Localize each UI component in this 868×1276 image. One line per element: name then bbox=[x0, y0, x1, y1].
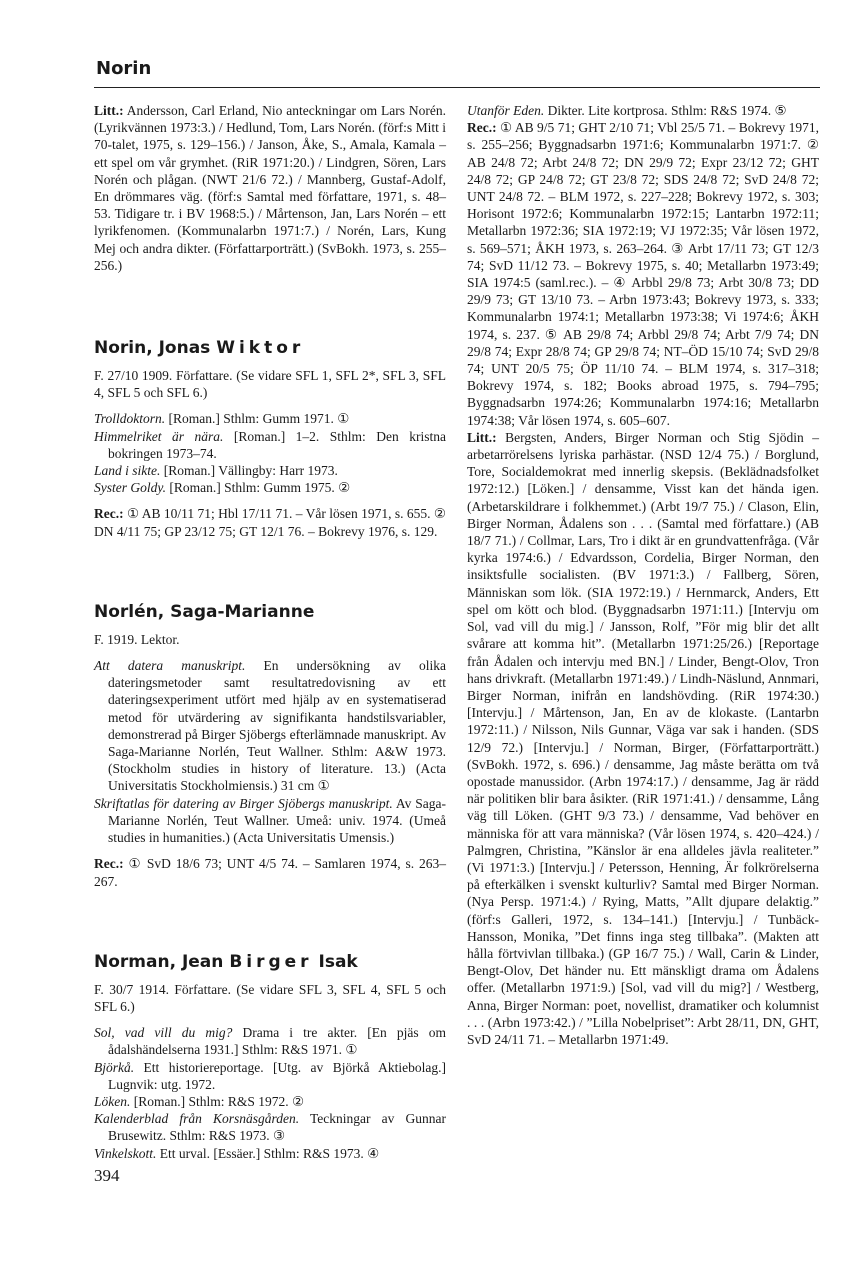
author-bio: F. 1919. Lektor. bbox=[94, 631, 180, 647]
heading-name: Norin, Jonas bbox=[94, 338, 217, 359]
norin-litt-paragraph bbox=[94, 102, 446, 274]
litt-label: Litt.: bbox=[94, 103, 124, 118]
litt-text: Andersson, Carl Erland, Nio anteckningar om Lars Norén. (Lyrikvännen 1973:3.) / Hedlund, Tom, Lars Norén. (förf:s Mitt i 70-talet, 1975, s. 129–156.) / Janson, Åke, S., Amala, Kamala – ett spel om vår grymhet. (RiR 1971:20.) / Lindgren, Sören, Lars Norén och plågan. (NWT 21/6 72.) / Mannberg, Gustaf-Adolf, En drömmares väg. (förf:s Samtal med författare, 1971, s. 48–53. Tidigare tr. i BV 1968:5.) / Mårtenson, Jan, Lars Norén – ett lyrikfenomen. (Kommunalarbn 1971:7.) / Norén, Lars, Kung Mej och andra dikter. (Författarporträtt.) (SvBokh. 1973, s. 255–256.) bbox=[94, 103, 446, 273]
work-title: Sol, vad vill du mig? bbox=[94, 1025, 233, 1041]
page-number: 394 bbox=[94, 1166, 120, 1185]
work-entry bbox=[94, 428, 446, 462]
work-details: [Roman.] 1–2. Sthlm: Den kristna bokringen 1973–74. bbox=[108, 428, 446, 461]
rec-label: Rec.: bbox=[94, 506, 124, 522]
work-entry bbox=[467, 102, 819, 119]
rec-text: ① SvD 18/6 73; UNT 4/5 74. – Samlaren 1974, s. 263–267. bbox=[94, 856, 446, 889]
heading-name-suffix: Isak bbox=[312, 951, 358, 972]
work-details: Av Saga-Marianne Norlén, Teut Wallner. Umeå: univ. 1974. (Umeå studies in humanities.) (Acta Universitatis Umensis.) bbox=[108, 795, 446, 846]
rec-paragraph bbox=[467, 119, 819, 429]
page-header-title: Norin bbox=[96, 58, 152, 79]
work-entry bbox=[94, 479, 446, 496]
work-details: [Roman.] Vällingby: Harr 1973. bbox=[160, 463, 338, 479]
litt-paragraph bbox=[467, 429, 819, 1048]
rec-text: ① AB 9/5 71; GHT 2/10 71; Vbl 25/5 71. – Bokrevy 1971, s. 255–256; Byggnadsarbn 1971:6; Kommunalarbn 1971:7. ② AB 24/8 72; Arbt 24/8 72; DN 29/9 72; Expr 23/12 72; GHT 24/8 72; GP 24/8 72; GT 23/8 72; SDS 24/8 72; SvD 24/8 72; UNT 24/8 72. – BLM 1972, s. 227–228; Bokrevy 1972, s. 303; Horisont 1972:6; Kommunalarbn 1972:15; Lantarbn 1972:11; Metallarbn 1972:36; SIA 1972:19; VJ 1972:35; Vår lösen 1972, s. 569–571; ÅKH 1973, s. 263–264. ③ Arbt 17/11 73; GT 12/3 74; SvD 11/12 73. – Bokrevy 1975, s. 40; Metallarbn 1973:49; SIA 1974:5 (saml.rec.). – ④ Arbbl 29/8 73; Arbt 30/8 73; DD 29/9 73; GT 13/10 73. – Arbn 1973:43; Bokrevy 1973, s. 333; Kommunalarbn 1974:1; Metallarbn 1973:38; Vi 1974:6; ÅKH 1974, s. 237. ⑤ AB 29/8 74; Arbbl 29/8 74; Arbt 7/9 74; DN 29/8 74; Expr 28/8 74; GP 29/8 74; NT–ÖD 15/10 74; SvD 29/8 74; UNT 20/5 75; ÖP 11/10 74. – BLM 1974, s. 317–318; Bokrevy 1974, s. 182; Books abroad 1975, s. 794–795; Byggnadsarbn 1974:26; Kommunalarbn 1974:16; Metallarbn 1974:38; Vår lösen 1974, s. 605–607. bbox=[467, 120, 819, 428]
litt-label: Litt.: bbox=[467, 429, 497, 445]
work-title: Kalenderblad från Korsnäsgården. bbox=[94, 1111, 300, 1127]
header-rule bbox=[94, 87, 820, 88]
work-title: Land i sikte. bbox=[94, 463, 161, 479]
rec-label: Rec.: bbox=[94, 856, 124, 872]
work-entry bbox=[94, 462, 446, 479]
rec-label: Rec.: bbox=[467, 120, 497, 136]
work-details: Ett historiereportage. [Utg. av Björkå Aktiebolag.] Lugnvik: utg. 1972. bbox=[108, 1059, 446, 1092]
rec-paragraph bbox=[94, 855, 446, 889]
work-details: Drama i tre akter. [En pjäs om ådalshändelserna 1931.] Sthlm: R&S 1971. ① bbox=[108, 1025, 446, 1058]
work-title: Utanför Eden. bbox=[467, 103, 545, 118]
author-bio: F. 30/7 1914. Författare. (Se vidare SFL 3, SFL 4, SFL 5 och SFL 6.) bbox=[94, 981, 446, 1014]
work-entry bbox=[94, 1093, 446, 1110]
work-title: Skriftatlas för datering av Birger Sjöbergs manuskript. bbox=[94, 795, 393, 811]
entry-heading-saga: Norlén, Saga-Marianne bbox=[94, 601, 315, 622]
left-column bbox=[94, 102, 446, 1162]
work-details: Teckningar av Gunnar Brusewitz. Sthlm: R&S 1973. ③ bbox=[108, 1111, 446, 1144]
work-title: Syster Goldy. bbox=[94, 480, 166, 496]
rec-text: ① AB 10/11 71; Hbl 17/11 71. – Vår lösen 1971, s. 655. ② DN 4/11 75; GP 23/12 75; GT 12/1 76. – Bokrevy 1976, s. 129. bbox=[94, 506, 446, 539]
heading-name: Norman, Jean bbox=[94, 951, 230, 972]
work-title: Vinkelskott. bbox=[94, 1145, 157, 1161]
entry-heading-jean bbox=[94, 952, 446, 972]
work-details: [Roman.] Sthlm: Gumm 1971. ① bbox=[165, 411, 350, 427]
work-entry bbox=[94, 1145, 446, 1162]
work-title: Trolldoktorn. bbox=[94, 411, 166, 427]
heading-spaced-name: Birger bbox=[229, 951, 313, 972]
work-entry bbox=[94, 1059, 446, 1093]
work-entry bbox=[94, 795, 446, 847]
author-bio: F. 27/10 1909. Författare. (Se vidare SFL 1, SFL 2*, SFL 3, SFL 4, SFL 5 och SFL 6.) bbox=[94, 368, 446, 401]
work-entry bbox=[94, 657, 446, 795]
work-title: Björkå. bbox=[94, 1059, 135, 1075]
work-entry bbox=[94, 410, 446, 427]
heading-spaced-name: Wiktor bbox=[216, 338, 305, 359]
work-details: En undersökning av olika dateringsmetoder samt resultatredovisning av ett dateringsexperiment utfört med hjälp av en systematiserad metod för utvärdering av signifikanta handstilsvariabler, demonstrerad på Birger Sjöbergs efterlämnade manuskript. Av Saga-Marianne Norlén, Teut Wallner. Sthlm: A&W 1973. (Stockholm studies in history of literature. 13.) (Acta Universitatis Stockholmiensis.) 31 cm ① bbox=[108, 658, 446, 794]
rec-paragraph bbox=[94, 505, 446, 539]
work-entry bbox=[94, 1024, 446, 1058]
work-title: Att datera manuskript. bbox=[94, 658, 246, 674]
entry-heading-jonas bbox=[94, 338, 446, 358]
work-details: [Roman.] Sthlm: R&S 1972. ② bbox=[130, 1093, 305, 1109]
work-title: Löken. bbox=[94, 1093, 131, 1109]
litt-text: Bergsten, Anders, Birger Norman och Stig Sjödin – arbetarrörelsens lyriska parhästar. (NSD 12/4 75.) / Borglund, Tore, Socialdemokrat med innerlig skepsis. (Beklädnadsfolket 1972:12.) [Löken.] / densamme, Visst kan det hända igen. (Arbetarskildrare i folkhemmet.) (Arbt 19/7 75.) / Clason, Elin, Birger Norman, Ådalens son . . . (Samtal med författare.) (AB 18/7 71.) / Collmar, Lars, Tro i dikt är en grundvattenfråga. (Vår kyrka 1974:6.) / Edvardsson, Cordelia, Birger Norman, den insiktsfulle socialisten. (BV 1971:3.) / Fallberg, Sören, Människan som lök. (SIA 1972:19.) / Hernmarck, Anders, Ett spel om kött och blod. (Byggnadsarbn 1971:11.) [Intervju om Sol, vad vill du mig.] / Jansson, Rolf, ”För mig blir det allt svårare att komma hit”. (Metallarbn 1971:25/26.) [Reportage från Ådalen och intervju med BN.] / Linder, Bengt-Olov, Tron hans drivkraft. (Metallarbn 1971:49.) / Lindh-Näslund, Annmari, Birger Norman, inifrån en landshövding. (RiR 1974:30.) [Intervju.] / Mårtenson, Jan, En av de klokaste. (Lantarbn 1972:11.) / Nilsson, Nils Gunnar, Väga var sak i handen. (SDS 12/9 72.) [Intervju.] / Norman, Birger, (Författarporträtt.) (SvBokh. 1972, s. 696.) / densamme, Jag måste berätta om två opostade manussidor. (Arbn 1974:17.) / densamme, Jag är rädd när politiken blir bara åsikter. (RiR 1971:41.) / densamme, Lång väg till Löken. (GHT 9/3 73.) / densamme, Vad behöver en människa för att vara människa? (Vår lösen 1974, s. 420–424.) / Palmgren, Christina, ”Känslor är ena alldeles jävla realiteter.” (Vi 1971:3.) [Intervju.] / Petersson, Henning, Är folkrörelserna på efterkälken i svenskt kulturliv? Samtal med Birger Norman. (Nya Persp. 1971:4.) / Rying, Matts, ”Allt djupare delaktig.” (förf:s Galleri, 1972, s. 134–141.) [Intervju.] / Tunbäck-Hansson, Monika, ”Det finns inga steg tillbaka”. (Makten att hålla förtvivlan tillbaka.) (GP 16/7 75.) / Wall, Carin & Linder, Bengt-Olov, Det händer nu. Ett mänskligt drama om Ådalens offer. (Metallarbn 1971:9.) [Sol, vad vill du mig?] / Westberg, Anna, Birger Norman: poet, novellist, dramatiker och kolumnist . . . (Arbn 1973:42.) / ”Lilla Nobelpriset”: Arbt 28/11, DN, GHT, SvD 24/11 71. – Metallarbn 1971:49. bbox=[467, 429, 819, 1047]
work-details: [Roman.] Sthlm: Gumm 1975. ② bbox=[166, 480, 351, 496]
right-column bbox=[467, 102, 819, 1048]
work-details: Ett urval. [Essäer.] Sthlm: R&S 1973. ④ bbox=[156, 1145, 380, 1161]
work-entry bbox=[94, 1110, 446, 1144]
work-title: Himmelriket är nära. bbox=[94, 428, 224, 444]
work-details: Dikter. Lite kortprosa. Sthlm: R&S 1974. ⑤ bbox=[544, 103, 787, 118]
